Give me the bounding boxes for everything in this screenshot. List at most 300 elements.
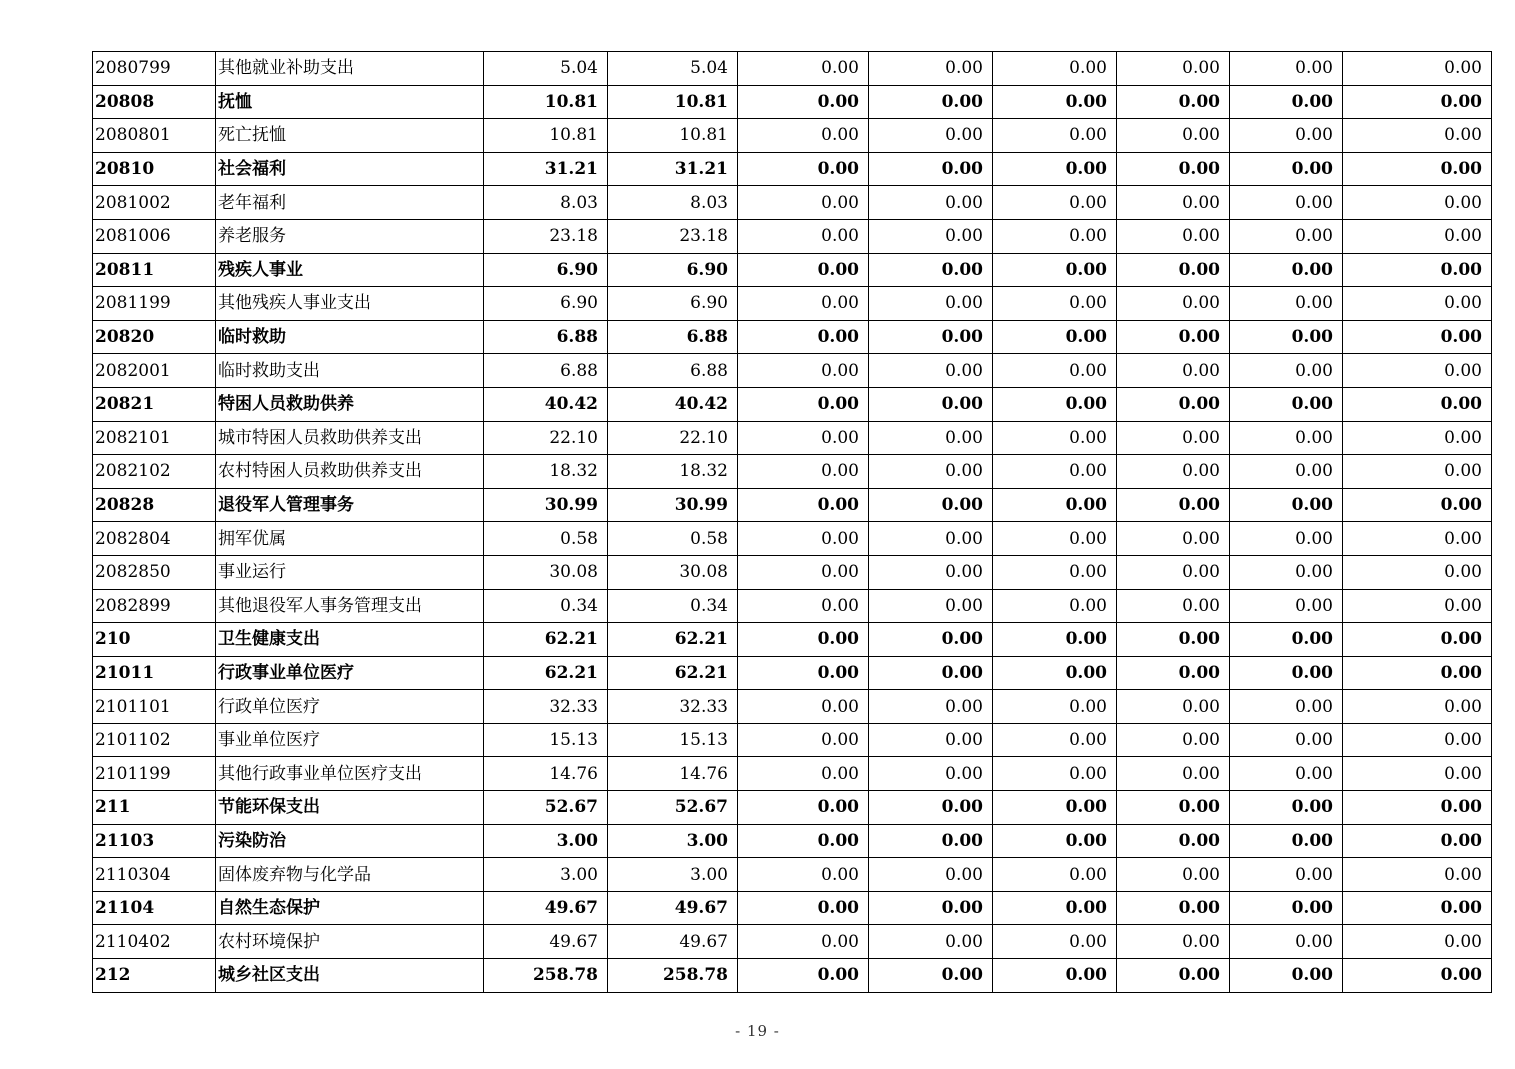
- amount-cell: 0.00: [993, 623, 1117, 657]
- subject-code-cell: 21104: [93, 891, 216, 925]
- amount-cell: 0.00: [869, 522, 993, 556]
- amount-cell: 0.00: [1343, 52, 1492, 86]
- amount-cell: 6.90: [608, 253, 738, 287]
- amount-cell: 0.00: [869, 858, 993, 892]
- table-row: [93, 959, 1492, 993]
- amount-cell: 30.99: [484, 488, 608, 522]
- subject-name-cell: 自然生态保护: [216, 891, 484, 925]
- amount-cell: 0.00: [869, 723, 993, 757]
- table-row: [93, 858, 1492, 892]
- amount-cell: 0.00: [1343, 253, 1492, 287]
- table-row: [93, 522, 1492, 556]
- amount-cell: 22.10: [608, 421, 738, 455]
- amount-cell: 0.00: [1117, 858, 1230, 892]
- amount-cell: 0.00: [993, 253, 1117, 287]
- amount-cell: 0.00: [738, 858, 869, 892]
- amount-cell: 0.00: [738, 152, 869, 186]
- amount-cell: 0.00: [738, 253, 869, 287]
- budget-expenditure-table: [92, 51, 1492, 993]
- amount-cell: 0.00: [1230, 119, 1343, 153]
- amount-cell: 30.08: [608, 555, 738, 589]
- amount-cell: 0.00: [1343, 522, 1492, 556]
- subject-code-cell: 2101101: [93, 690, 216, 724]
- table-row: [93, 555, 1492, 589]
- amount-cell: 0.00: [1230, 152, 1343, 186]
- amount-cell: 0.00: [1117, 555, 1230, 589]
- amount-cell: 0.00: [738, 119, 869, 153]
- amount-cell: 0.00: [1343, 891, 1492, 925]
- amount-cell: 3.00: [608, 858, 738, 892]
- amount-cell: 0.00: [1230, 925, 1343, 959]
- amount-cell: 0.00: [1230, 320, 1343, 354]
- amount-cell: 10.81: [484, 85, 608, 119]
- amount-cell: 0.00: [869, 891, 993, 925]
- subject-name-cell: 养老服务: [216, 219, 484, 253]
- table-row: [93, 623, 1492, 657]
- amount-cell: 0.00: [1117, 656, 1230, 690]
- amount-cell: 0.00: [1230, 891, 1343, 925]
- amount-cell: 0.00: [993, 555, 1117, 589]
- subject-code-cell: 2081199: [93, 287, 216, 321]
- amount-cell: 0.00: [869, 52, 993, 86]
- amount-cell: 0.00: [1343, 757, 1492, 791]
- amount-cell: 0.00: [1117, 320, 1230, 354]
- amount-cell: 0.00: [1230, 186, 1343, 220]
- amount-cell: 0.00: [993, 152, 1117, 186]
- amount-cell: 62.21: [484, 656, 608, 690]
- table-row: [93, 925, 1492, 959]
- amount-cell: 0.00: [1117, 723, 1230, 757]
- amount-cell: 0.00: [1343, 387, 1492, 421]
- subject-name-cell: 残疾人事业: [216, 253, 484, 287]
- amount-cell: 0.58: [608, 522, 738, 556]
- amount-cell: 0.00: [1343, 119, 1492, 153]
- subject-name-cell: 临时救助: [216, 320, 484, 354]
- amount-cell: 32.33: [484, 690, 608, 724]
- amount-cell: 0.00: [1230, 824, 1343, 858]
- subject-code-cell: 2082899: [93, 589, 216, 623]
- amount-cell: 0.00: [1230, 690, 1343, 724]
- amount-cell: 0.00: [738, 690, 869, 724]
- amount-cell: 0.00: [738, 555, 869, 589]
- table-row: [93, 488, 1492, 522]
- amount-cell: 0.00: [869, 623, 993, 657]
- amount-cell: 0.00: [1117, 219, 1230, 253]
- table-row: [93, 320, 1492, 354]
- amount-cell: 6.88: [608, 320, 738, 354]
- amount-cell: 0.00: [1117, 287, 1230, 321]
- subject-name-cell: 事业单位医疗: [216, 723, 484, 757]
- amount-cell: 0.00: [738, 522, 869, 556]
- amount-cell: 0.00: [993, 891, 1117, 925]
- amount-cell: 5.04: [484, 52, 608, 86]
- amount-cell: 0.00: [1230, 522, 1343, 556]
- subject-code-cell: 2082102: [93, 455, 216, 489]
- amount-cell: 0.00: [993, 119, 1117, 153]
- amount-cell: 30.99: [608, 488, 738, 522]
- amount-cell: 0.00: [1230, 723, 1343, 757]
- amount-cell: 0.00: [1230, 959, 1343, 993]
- subject-name-cell: 事业运行: [216, 555, 484, 589]
- subject-code-cell: 2080799: [93, 52, 216, 86]
- subject-name-cell: 农村环境保护: [216, 925, 484, 959]
- amount-cell: 0.00: [738, 287, 869, 321]
- amount-cell: 0.00: [869, 757, 993, 791]
- table-row: [93, 455, 1492, 489]
- amount-cell: 30.08: [484, 555, 608, 589]
- amount-cell: 0.00: [738, 219, 869, 253]
- amount-cell: 0.00: [738, 791, 869, 825]
- subject-name-cell: 其他就业补助支出: [216, 52, 484, 86]
- subject-name-cell: 卫生健康支出: [216, 623, 484, 657]
- subject-code-cell: 20828: [93, 488, 216, 522]
- amount-cell: 0.00: [1117, 52, 1230, 86]
- amount-cell: 0.00: [1343, 589, 1492, 623]
- amount-cell: 6.88: [608, 354, 738, 388]
- amount-cell: 0.00: [1117, 925, 1230, 959]
- amount-cell: 15.13: [484, 723, 608, 757]
- amount-cell: 0.00: [1230, 387, 1343, 421]
- amount-cell: 0.00: [869, 690, 993, 724]
- table-row: [93, 891, 1492, 925]
- amount-cell: 0.00: [738, 925, 869, 959]
- subject-code-cell: 20808: [93, 85, 216, 119]
- amount-cell: 3.00: [608, 824, 738, 858]
- amount-cell: 0.00: [869, 387, 993, 421]
- amount-cell: 0.00: [1117, 791, 1230, 825]
- amount-cell: 0.00: [1230, 555, 1343, 589]
- amount-cell: 0.00: [1230, 287, 1343, 321]
- amount-cell: 0.00: [1117, 253, 1230, 287]
- amount-cell: 0.00: [738, 959, 869, 993]
- amount-cell: 0.00: [1343, 925, 1492, 959]
- amount-cell: 0.00: [1230, 421, 1343, 455]
- amount-cell: 0.00: [1343, 656, 1492, 690]
- amount-cell: 23.18: [484, 219, 608, 253]
- table-row: [93, 85, 1492, 119]
- amount-cell: 0.00: [869, 959, 993, 993]
- subject-code-cell: 2081002: [93, 186, 216, 220]
- table-row: [93, 589, 1492, 623]
- subject-name-cell: 抚恤: [216, 85, 484, 119]
- amount-cell: 0.00: [1117, 152, 1230, 186]
- table-row: [93, 387, 1492, 421]
- amount-cell: 0.00: [869, 791, 993, 825]
- amount-cell: 0.00: [1230, 656, 1343, 690]
- amount-cell: 0.00: [993, 723, 1117, 757]
- amount-cell: 22.10: [484, 421, 608, 455]
- subject-code-cell: 2082850: [93, 555, 216, 589]
- subject-code-cell: 210: [93, 623, 216, 657]
- amount-cell: 18.32: [608, 455, 738, 489]
- amount-cell: 0.00: [1230, 589, 1343, 623]
- amount-cell: 0.00: [738, 623, 869, 657]
- subject-code-cell: 21011: [93, 656, 216, 690]
- amount-cell: 0.00: [869, 455, 993, 489]
- amount-cell: 0.00: [1117, 589, 1230, 623]
- amount-cell: 0.00: [1117, 522, 1230, 556]
- amount-cell: 0.00: [1343, 320, 1492, 354]
- amount-cell: 0.00: [738, 354, 869, 388]
- amount-cell: 0.00: [869, 656, 993, 690]
- amount-cell: 0.00: [738, 891, 869, 925]
- amount-cell: 14.76: [608, 757, 738, 791]
- amount-cell: 0.00: [869, 119, 993, 153]
- amount-cell: 0.00: [993, 421, 1117, 455]
- amount-cell: 0.00: [1343, 152, 1492, 186]
- subject-code-cell: 2081006: [93, 219, 216, 253]
- subject-name-cell: 死亡抚恤: [216, 119, 484, 153]
- amount-cell: 0.00: [993, 52, 1117, 86]
- subject-code-cell: 20820: [93, 320, 216, 354]
- amount-cell: 0.00: [869, 354, 993, 388]
- subject-code-cell: 2110304: [93, 858, 216, 892]
- amount-cell: 0.00: [1230, 354, 1343, 388]
- amount-cell: 5.04: [608, 52, 738, 86]
- amount-cell: 0.00: [1343, 421, 1492, 455]
- amount-cell: 52.67: [484, 791, 608, 825]
- subject-name-cell: 行政事业单位医疗: [216, 656, 484, 690]
- amount-cell: 0.00: [993, 925, 1117, 959]
- amount-cell: 0.00: [869, 253, 993, 287]
- amount-cell: 0.00: [869, 925, 993, 959]
- amount-cell: 0.34: [484, 589, 608, 623]
- amount-cell: 0.00: [993, 354, 1117, 388]
- subject-code-cell: 2101199: [93, 757, 216, 791]
- amount-cell: 0.00: [1230, 791, 1343, 825]
- amount-cell: 0.00: [993, 757, 1117, 791]
- amount-cell: 52.67: [608, 791, 738, 825]
- subject-code-cell: 21103: [93, 824, 216, 858]
- amount-cell: 0.00: [993, 387, 1117, 421]
- table-row: [93, 119, 1492, 153]
- subject-name-cell: 城市特困人员救助供养支出: [216, 421, 484, 455]
- table-row: [93, 690, 1492, 724]
- amount-cell: 0.00: [1117, 354, 1230, 388]
- amount-cell: 6.90: [484, 253, 608, 287]
- amount-cell: 0.00: [993, 959, 1117, 993]
- amount-cell: 0.00: [738, 656, 869, 690]
- amount-cell: 0.00: [1117, 891, 1230, 925]
- amount-cell: 0.00: [738, 186, 869, 220]
- amount-cell: 0.00: [1117, 85, 1230, 119]
- amount-cell: 49.67: [484, 925, 608, 959]
- amount-cell: 0.00: [869, 488, 993, 522]
- amount-cell: 0.00: [993, 455, 1117, 489]
- subject-code-cell: 2082101: [93, 421, 216, 455]
- amount-cell: 49.67: [608, 925, 738, 959]
- amount-cell: 0.00: [1343, 623, 1492, 657]
- subject-name-cell: 固体废弃物与化学品: [216, 858, 484, 892]
- amount-cell: 40.42: [484, 387, 608, 421]
- amount-cell: 8.03: [608, 186, 738, 220]
- amount-cell: 0.00: [738, 320, 869, 354]
- subject-name-cell: 临时救助支出: [216, 354, 484, 388]
- subject-name-cell: 特困人员救助供养: [216, 387, 484, 421]
- amount-cell: 0.00: [1117, 119, 1230, 153]
- amount-cell: 6.90: [608, 287, 738, 321]
- amount-cell: 0.00: [738, 824, 869, 858]
- subject-code-cell: 212: [93, 959, 216, 993]
- subject-code-cell: 20810: [93, 152, 216, 186]
- subject-name-cell: 社会福利: [216, 152, 484, 186]
- table-row: [93, 757, 1492, 791]
- amount-cell: 0.34: [608, 589, 738, 623]
- table-row: [93, 287, 1492, 321]
- amount-cell: 0.00: [738, 589, 869, 623]
- amount-cell: 0.00: [993, 320, 1117, 354]
- subject-code-cell: 2101102: [93, 723, 216, 757]
- subject-name-cell: 行政单位医疗: [216, 690, 484, 724]
- amount-cell: 0.00: [1343, 186, 1492, 220]
- amount-cell: 23.18: [608, 219, 738, 253]
- amount-cell: 0.00: [1117, 186, 1230, 220]
- table-row: [93, 791, 1492, 825]
- page-number: - 19 -: [735, 1022, 780, 1040]
- amount-cell: 0.00: [1343, 959, 1492, 993]
- amount-cell: 0.00: [869, 555, 993, 589]
- amount-cell: 0.00: [1117, 488, 1230, 522]
- amount-cell: 3.00: [484, 858, 608, 892]
- table-row: [93, 723, 1492, 757]
- subject-name-cell: 退役军人管理事务: [216, 488, 484, 522]
- amount-cell: 0.00: [993, 287, 1117, 321]
- amount-cell: 0.00: [869, 186, 993, 220]
- amount-cell: 6.88: [484, 354, 608, 388]
- amount-cell: 62.21: [608, 623, 738, 657]
- amount-cell: 0.00: [993, 858, 1117, 892]
- amount-cell: 0.58: [484, 522, 608, 556]
- amount-cell: 0.00: [869, 320, 993, 354]
- amount-cell: 31.21: [484, 152, 608, 186]
- amount-cell: 0.00: [869, 85, 993, 119]
- amount-cell: 0.00: [869, 152, 993, 186]
- amount-cell: 0.00: [1343, 219, 1492, 253]
- amount-cell: 0.00: [738, 723, 869, 757]
- amount-cell: 0.00: [1343, 555, 1492, 589]
- amount-cell: 15.13: [608, 723, 738, 757]
- amount-cell: 0.00: [993, 186, 1117, 220]
- subject-name-cell: 其他残疾人事业支出: [216, 287, 484, 321]
- amount-cell: 0.00: [738, 85, 869, 119]
- amount-cell: 0.00: [1117, 387, 1230, 421]
- amount-cell: 0.00: [993, 488, 1117, 522]
- amount-cell: 0.00: [1230, 858, 1343, 892]
- amount-cell: 62.21: [484, 623, 608, 657]
- amount-cell: 0.00: [738, 421, 869, 455]
- amount-cell: 0.00: [1343, 791, 1492, 825]
- amount-cell: 258.78: [608, 959, 738, 993]
- subject-name-cell: 拥军优属: [216, 522, 484, 556]
- amount-cell: 0.00: [1343, 455, 1492, 489]
- subject-code-cell: 2080801: [93, 119, 216, 153]
- amount-cell: 0.00: [1343, 690, 1492, 724]
- amount-cell: 62.21: [608, 656, 738, 690]
- subject-code-cell: 2082001: [93, 354, 216, 388]
- table-row: [93, 824, 1492, 858]
- amount-cell: 0.00: [869, 287, 993, 321]
- amount-cell: 32.33: [608, 690, 738, 724]
- amount-cell: 0.00: [1117, 623, 1230, 657]
- amount-cell: 0.00: [993, 656, 1117, 690]
- amount-cell: 0.00: [993, 824, 1117, 858]
- amount-cell: 0.00: [869, 219, 993, 253]
- subject-code-cell: 20811: [93, 253, 216, 287]
- amount-cell: 0.00: [993, 589, 1117, 623]
- amount-cell: 6.88: [484, 320, 608, 354]
- amount-cell: 0.00: [869, 421, 993, 455]
- subject-name-cell: 城乡社区支出: [216, 959, 484, 993]
- subject-name-cell: 节能环保支出: [216, 791, 484, 825]
- amount-cell: 49.67: [484, 891, 608, 925]
- amount-cell: 0.00: [1343, 488, 1492, 522]
- amount-cell: 0.00: [1230, 52, 1343, 86]
- amount-cell: 0.00: [993, 219, 1117, 253]
- table-row: [93, 152, 1492, 186]
- amount-cell: 49.67: [608, 891, 738, 925]
- subject-code-cell: 2110402: [93, 925, 216, 959]
- amount-cell: 0.00: [738, 52, 869, 86]
- amount-cell: 0.00: [1230, 757, 1343, 791]
- amount-cell: 3.00: [484, 824, 608, 858]
- amount-cell: 40.42: [608, 387, 738, 421]
- budget-table-container: [92, 51, 1491, 993]
- amount-cell: 10.81: [608, 85, 738, 119]
- subject-code-cell: 2082804: [93, 522, 216, 556]
- table-body: [93, 52, 1492, 993]
- amount-cell: 0.00: [1343, 824, 1492, 858]
- amount-cell: 8.03: [484, 186, 608, 220]
- amount-cell: 0.00: [1117, 421, 1230, 455]
- amount-cell: 0.00: [993, 522, 1117, 556]
- amount-cell: 0.00: [1117, 690, 1230, 724]
- amount-cell: 0.00: [1230, 623, 1343, 657]
- table-row: [93, 253, 1492, 287]
- amount-cell: 0.00: [993, 690, 1117, 724]
- table-row: [93, 354, 1492, 388]
- subject-code-cell: 20821: [93, 387, 216, 421]
- amount-cell: 0.00: [1117, 824, 1230, 858]
- table-row: [93, 656, 1492, 690]
- amount-cell: 31.21: [608, 152, 738, 186]
- amount-cell: 0.00: [1343, 354, 1492, 388]
- amount-cell: 0.00: [1343, 287, 1492, 321]
- amount-cell: 0.00: [1343, 723, 1492, 757]
- amount-cell: 0.00: [738, 455, 869, 489]
- amount-cell: 0.00: [738, 387, 869, 421]
- amount-cell: 18.32: [484, 455, 608, 489]
- amount-cell: 0.00: [993, 85, 1117, 119]
- amount-cell: 0.00: [1117, 959, 1230, 993]
- table-row: [93, 219, 1492, 253]
- table-row: [93, 52, 1492, 86]
- amount-cell: 0.00: [738, 757, 869, 791]
- table-row: [93, 186, 1492, 220]
- amount-cell: 0.00: [1117, 455, 1230, 489]
- amount-cell: 258.78: [484, 959, 608, 993]
- amount-cell: 0.00: [1230, 85, 1343, 119]
- amount-cell: 10.81: [608, 119, 738, 153]
- amount-cell: 0.00: [1117, 757, 1230, 791]
- amount-cell: 14.76: [484, 757, 608, 791]
- table-row: [93, 421, 1492, 455]
- subject-name-cell: 其他退役军人事务管理支出: [216, 589, 484, 623]
- amount-cell: 0.00: [993, 791, 1117, 825]
- amount-cell: 0.00: [1230, 219, 1343, 253]
- amount-cell: 0.00: [869, 824, 993, 858]
- amount-cell: 0.00: [1343, 85, 1492, 119]
- amount-cell: 0.00: [1230, 455, 1343, 489]
